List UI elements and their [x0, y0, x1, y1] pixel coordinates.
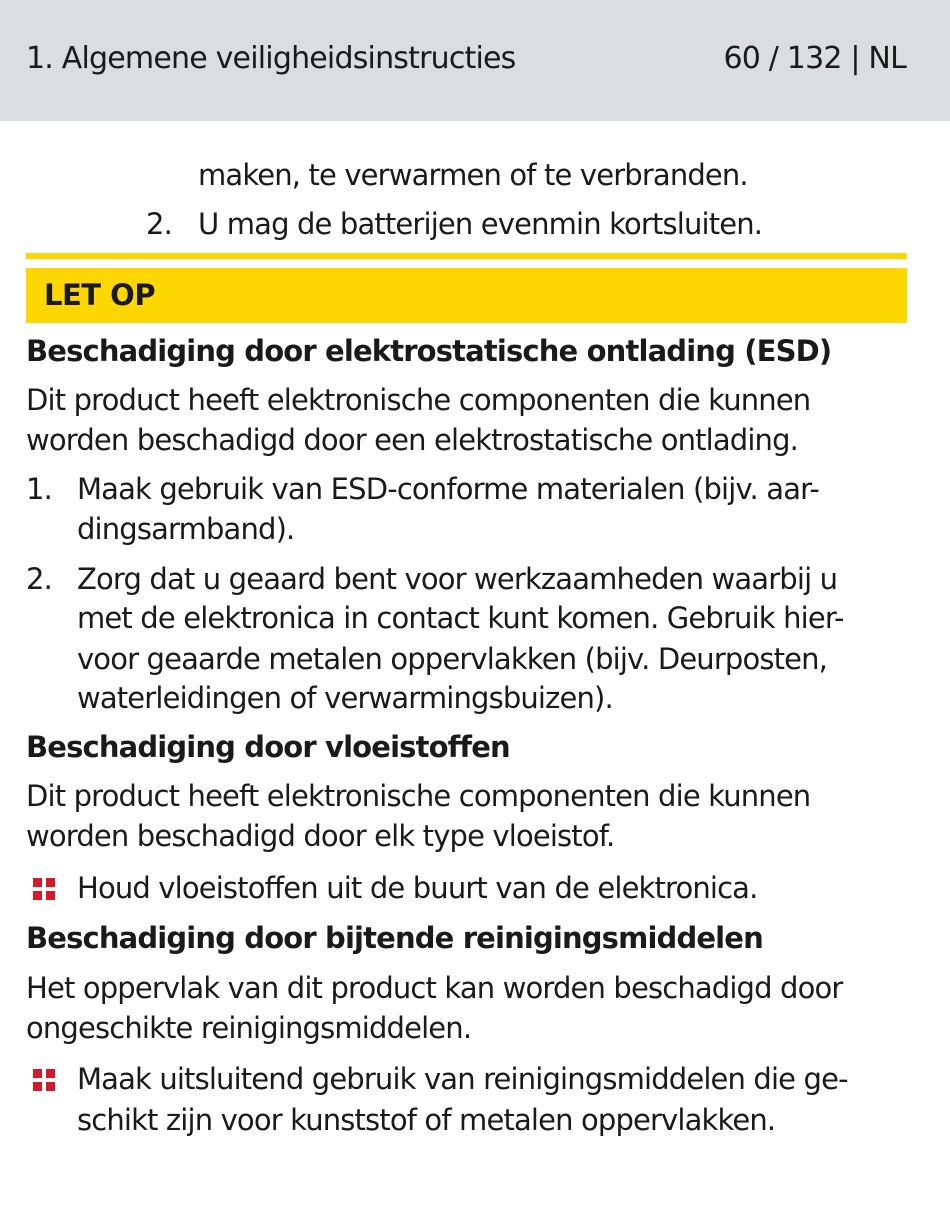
step-line: Zorg dat u geaard bent voor werkzaamheden waarbij u: [77, 562, 838, 596]
step-line: waterleidingen of verwarmingsbuizen).: [77, 681, 613, 715]
red-grid-bullet-icon: [33, 1069, 55, 1091]
step-number: 1.: [26, 472, 52, 506]
page-number: 60 / 132 | NL: [723, 41, 906, 76]
cleaning-paragraph-line: Het oppervlak van dit product kan worden beschadigd door: [26, 971, 843, 1005]
chapter-title: 1. Algemene veiligheidsinstructies: [26, 41, 516, 76]
liquids-heading: Beschadiging door vloeistoffen: [26, 730, 510, 764]
list-item-text: U mag de batterijen evenmin kortsluiten.: [198, 207, 763, 241]
step-line: voor geaarde metalen oppervlakken (bijv. Deurposten,: [77, 642, 828, 676]
bullet-line: Maak uitsluitend gebruik van reinigingsmiddelen die ge-: [77, 1062, 848, 1096]
esd-paragraph-line: worden beschadigd door een elektrostatische ontlading.: [26, 423, 798, 457]
step-line: met de elektronica in contact kunt komen. Gebruik hier-: [77, 601, 844, 635]
liquids-paragraph-line: worden beschadigd door elk type vloeistof.: [26, 819, 615, 853]
step-line: Maak gebruik van ESD-conforme materialen (bijv. aar-: [77, 472, 819, 506]
list-number: 2.: [146, 207, 172, 241]
cleaning-heading: Beschadiging door bijtende reinigingsmiddelen: [26, 921, 763, 955]
page-header: [0, 0, 950, 121]
bullet-line: Houd vloeistoffen uit de buurt van de elektronica.: [77, 871, 758, 905]
step-line: dingsarmband).: [77, 512, 295, 546]
step-number: 2.: [26, 562, 52, 596]
notice-banner: [26, 268, 907, 323]
bullet-line: schikt zijn voor kunststof of metalen oppervlakken.: [77, 1103, 776, 1137]
liquids-paragraph-line: Dit product heeft elektronische componenten die kunnen: [26, 779, 811, 813]
esd-paragraph-line: Dit product heeft elektronische componenten die kunnen: [26, 383, 811, 417]
cleaning-paragraph-line: ongeschikte reinigingsmiddelen.: [26, 1011, 472, 1045]
esd-heading: Beschadiging door elektrostatische ontlading (ESD): [26, 334, 832, 368]
notice-top-rule: [26, 253, 907, 259]
continued-line: maken, te verwarmen of te verbranden.: [198, 158, 748, 192]
red-grid-bullet-icon: [33, 878, 55, 900]
notice-label: LET OP: [44, 278, 156, 312]
